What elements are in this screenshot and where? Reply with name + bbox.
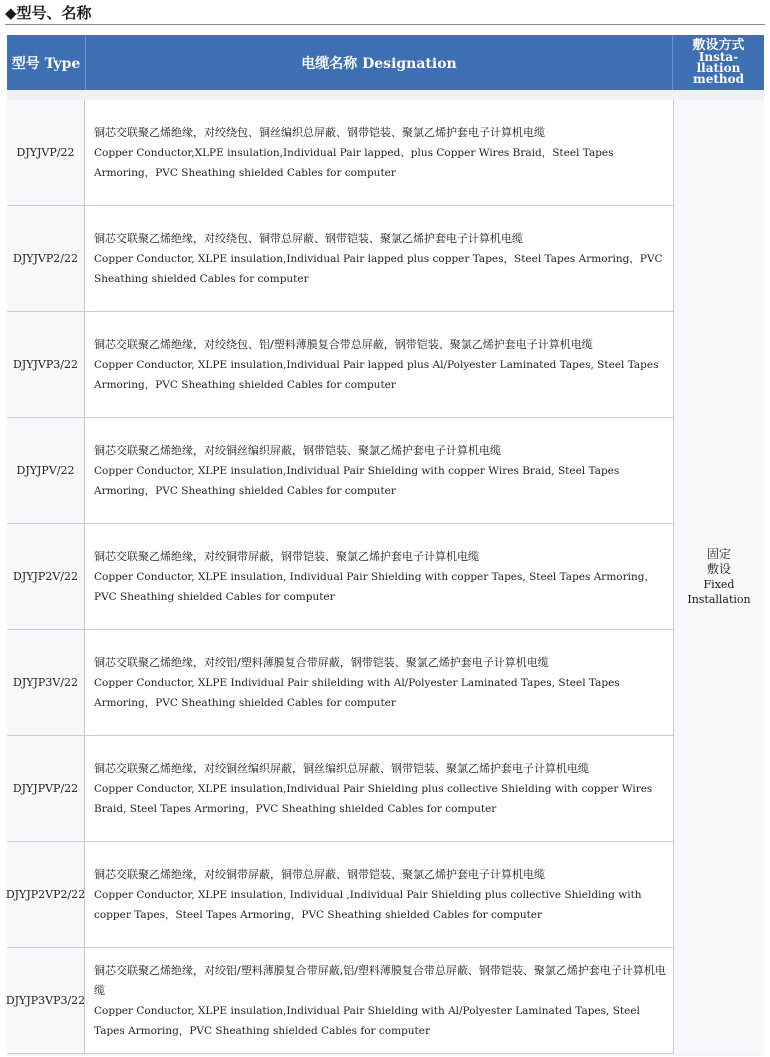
designation-cell: [85, 842, 673, 948]
type-code-cell: DJYJP2VP2/22: [7, 842, 85, 948]
type-code-cell: DJYJVP3/22: [7, 312, 85, 418]
section-title: ◆型号、名称: [5, 4, 92, 22]
designation-en: Copper Conductor, XLPE insulation, Individual ,Individual Pair Shielding plus collective Shielding with copper Tapes，Steel Tapes Armoring，PVC Sheathing shielded Cables for computer: [94, 888, 642, 921]
header-installation-en-line: method: [693, 72, 744, 86]
designation-en: Copper Conductor, XLPE insulation,Individual Pair Shielding plus collective Shielding with copper Wires Braid, Steel Tapes Armoring，PVC Sheathing shielded Cables for computer: [94, 782, 653, 815]
installation-en-line: Installation: [687, 593, 751, 606]
designation-en: Copper Conductor, XLPE Individual Pair shilelding with Al/Polyester Laminated Tapes, Steel Tapes Armoring，PVC Sheathing shielded Cables for computer: [94, 676, 620, 709]
designation-zh: 铜芯交联聚乙烯绝缘，对绞铝/塑料薄膜复合带屏蔽,铝/塑料薄膜复合带总屏蔽、钢带铠装、聚氯乙烯护套电子计算机电缆: [94, 963, 666, 997]
header-installation-method: [673, 35, 764, 90]
title-divider: [5, 24, 765, 25]
designation-en: Copper Conductor,XLPE insulation,Individual Pair lapped、plus Copper Wires Braid，Steel Tapes Armoring，PVC Sheathing shielded Cables for computer: [94, 146, 614, 179]
header-type: 型号 Type: [7, 35, 85, 90]
header-designation: 电缆名称 Designation: [85, 35, 673, 90]
header-spacer: [673, 90, 764, 100]
header-installation-zh: 敷设方式: [692, 38, 745, 53]
header-installation-en-line: Insta-: [698, 50, 739, 64]
designation-en: Copper Conductor, XLPE insulation,Individual Pair lapped plus Al/Polyester Laminated Tapes, Steel Tapes Armoring，PVC Sheathing shielded Cables for computer: [94, 358, 659, 391]
type-code-cell: DJYJVP2/22: [7, 206, 85, 312]
designation-cell: [85, 948, 673, 1054]
designation-en: Copper Conductor, XLPE insulation,Individual Pair Shielding with copper Wires Braid, Steel Tapes Armoring，PVC Sheathing shielded Cables for computer: [94, 464, 620, 497]
designation-zh: 铜芯交联聚乙烯绝缘，对绞铜带屏蔽，铜带总屏蔽、钢带铠装、聚氯乙烯护套电子计算机电缆: [94, 867, 545, 881]
designation-cell: [85, 206, 673, 312]
designation-cell: [85, 418, 673, 524]
designation-en: Copper Conductor, XLPE insulation,Individual Pair Shielding with Al/Polyester Laminated Tapes, Steel Tapes Armoring，PVC Sheathing shielded Cables for computer: [94, 1004, 640, 1037]
header-spacer: [7, 90, 85, 100]
designation-en: Copper Conductor, XLPE insulation, Individual Pair Shielding with copper Tapes, Steel Tapes Armoring，PVC Sheathing shielded Cables for computer: [94, 570, 655, 603]
type-code-cell: DJYJPV/22: [7, 418, 85, 524]
designation-cell: [85, 312, 673, 418]
type-code-cell: DJYJP3VP3/22: [7, 948, 85, 1054]
header-installation-en-line: llation: [696, 61, 741, 75]
designation-zh: 铜芯交联聚乙烯绝缘，对绞绕包、铝/塑料薄膜复合带总屏蔽，钢带铠装、聚氯乙烯护套电子计算机电缆: [94, 337, 593, 351]
designation-en: Copper Conductor, XLPE insulation,Individual Pair lapped plus copper Tapes，Steel Tapes Armoring，PVC Sheathing shielded Cables for computer: [94, 252, 663, 285]
designation-cell: [85, 524, 673, 630]
designation-zh: 铜芯交联聚乙烯绝缘，对绞铜丝编织屏蔽，铜丝编织总屏蔽、钢带铠装、聚氯乙烯护套电子计算机电缆: [94, 761, 589, 775]
designation-zh: 铜芯交联聚乙烯绝缘，对绞绕包、铜丝编织总屏蔽、钢带铠装、聚氯乙烯护套电子计算机电缆: [94, 125, 545, 139]
designation-cell: [85, 630, 673, 736]
designation-cell: [85, 736, 673, 842]
type-code-cell: DJYJP2V/22: [7, 524, 85, 630]
type-code-cell: DJYJPVP/22: [7, 736, 85, 842]
designation-zh: 铜芯交联聚乙烯绝缘，对绞铜丝编织屏蔽，钢带铠装、聚氯乙烯护套电子计算机电缆: [94, 443, 501, 457]
cable-spec-table: [7, 35, 764, 1056]
designation-cell: [85, 100, 673, 206]
header-spacer: [85, 90, 673, 100]
designation-zh: 铜芯交联聚乙烯绝缘，对绞绕包、铜带总屏蔽、钢带铠装、聚氯乙烯护套电子计算机电缆: [94, 231, 523, 245]
type-code-cell: DJYJVP/22: [7, 100, 85, 206]
installation-zh-line: 固定: [706, 547, 731, 561]
installation-zh-line: 敷设: [706, 562, 731, 576]
type-code-cell: DJYJP3V/22: [7, 630, 85, 736]
installation-cell: [673, 100, 764, 1054]
designation-zh: 铜芯交联聚乙烯绝缘，对绞铝/塑料薄膜复合带屏蔽，钢带铠装、聚氯乙烯护套电子计算机电缆: [94, 655, 549, 669]
installation-en-line: Fixed: [703, 578, 735, 591]
designation-zh: 铜芯交联聚乙烯绝缘，对绞铜带屏蔽，钢带铠装、聚氯乙烯护套电子计算机电缆: [94, 549, 479, 563]
